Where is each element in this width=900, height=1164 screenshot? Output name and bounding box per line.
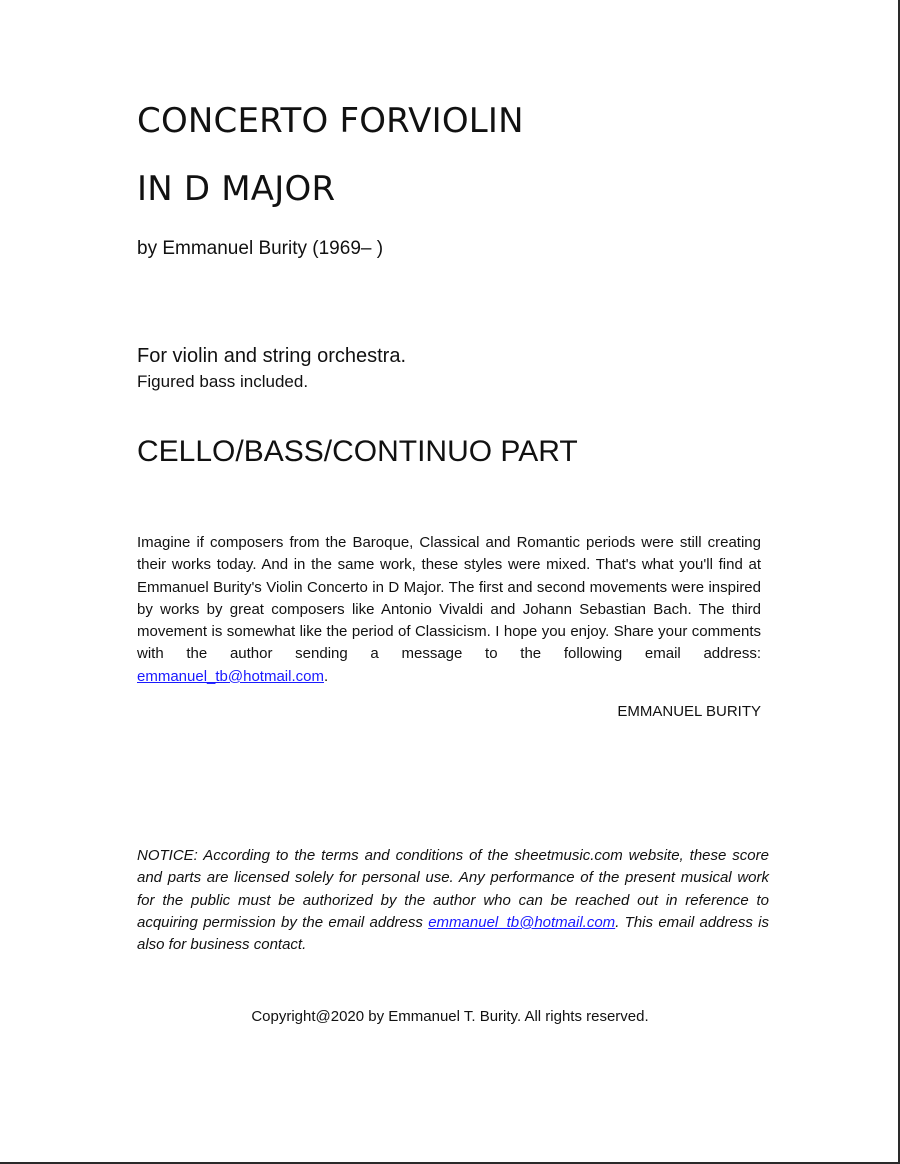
copyright-notice: Copyright@2020 by Emmanuel T. Burity. All rights reserved.: [251, 1008, 649, 1025]
part-title: CELLO/BASS/CONTINUO PART: [137, 435, 578, 468]
notice-paragraph: [137, 845, 769, 956]
notice-text: NOTICE: According to the terms and conditions of the sheetmusic.com website, these score and parts are licensed solely for personal use. Any performance of the present musical work for the public must be authorized by the author who can be reached out in reference to acquiring permission by the email address: [137, 847, 769, 931]
notice-email-link[interactable]: emmanuel_tb@hotmail.com: [428, 913, 616, 931]
description-paragraph: [137, 532, 761, 688]
instrumentation-text: For violin and string orchestra.: [137, 345, 407, 367]
notice-end: . This email address is also for business contact.: [137, 913, 769, 954]
composer-byline: by Emmanuel Burity (1969– ): [137, 238, 384, 259]
title-line-1: CONCERTO FORVIOLIN: [137, 101, 524, 141]
description-end: .: [323, 667, 329, 685]
figured-bass-note: Figured bass included.: [137, 372, 309, 391]
signature: EMMANUEL BURITY: [617, 703, 761, 720]
description-email-link[interactable]: emmanuel_tb@hotmail.com: [137, 667, 324, 685]
description-text: Imagine if composers from the Baroque, Classical and Romantic periods were still creating their works today. And in the same work, these styles were mixed. That's what you'll find at Emmanuel Burity's Violin Concerto in D Major. The first and second movements were inspired by works by great composers like Antonio Vivaldi and Johann Sebastian Bach. The third movement is somewhat like the period of Classicism. I hope you enjoy. Share your comments with the author sending a message to the following email address:: [137, 534, 761, 663]
title-line-2: IN D MAJOR: [137, 169, 336, 209]
